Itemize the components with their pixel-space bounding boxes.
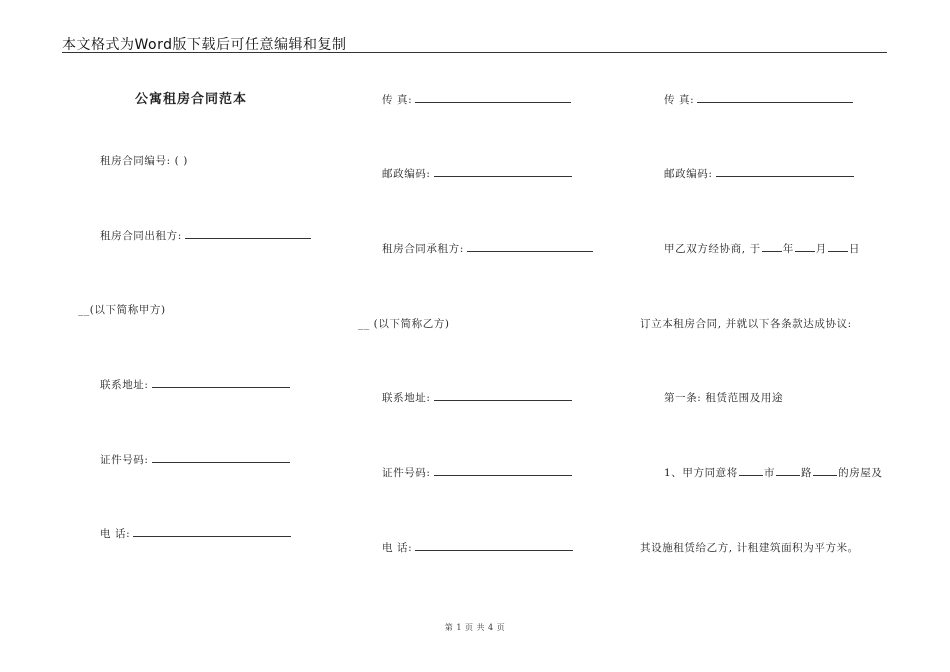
lessor-blank[interactable] [185, 229, 311, 239]
lessee-address-blank[interactable] [434, 391, 572, 401]
lessee-address-line [382, 391, 572, 405]
year-blank[interactable] [762, 242, 782, 252]
month-label: 月 [815, 243, 827, 255]
lessee-id-line [382, 466, 572, 480]
lessor-postcode-blank[interactable] [716, 167, 854, 177]
agreement-intro: 甲乙双方经协商, 于 [664, 243, 761, 255]
lessee-fax-line [382, 93, 571, 107]
lessor-id-line [100, 453, 290, 467]
lessee-address-label: 联系地址: [382, 392, 431, 404]
house-number-blank[interactable] [813, 466, 837, 476]
lessee-postcode-blank[interactable] [434, 167, 572, 177]
header-rule [62, 52, 887, 53]
lessor-postcode-label: 邮政编码: [664, 168, 713, 180]
lessee-fax-blank[interactable] [415, 93, 571, 103]
lessor-id-label: 证件号码: [100, 454, 149, 466]
page-number: 第 1 页 共 4 页 [444, 623, 506, 632]
road-blank[interactable] [776, 466, 800, 476]
lessee-id-blank[interactable] [434, 466, 572, 476]
contract-number-line: 租房合同编号: ( ) [100, 155, 189, 167]
item-1-end: 的房屋及 [838, 467, 883, 479]
lessor-phone-blank[interactable] [133, 527, 291, 537]
article-1-heading: 第一条: 租赁范围及用途 [664, 392, 784, 404]
day-blank[interactable] [828, 242, 848, 252]
lessor-fax-blank[interactable] [697, 93, 853, 103]
lessor-phone-line [100, 527, 291, 541]
item-1-line [664, 466, 883, 480]
lessee-blank[interactable] [467, 242, 593, 252]
lessor-short-line: __(以下简称甲方) [78, 304, 166, 316]
lessee-phone-blank[interactable] [415, 541, 573, 551]
lessor-label: 租房合同出租方: [100, 230, 182, 242]
city-blank[interactable] [739, 466, 763, 476]
item-1-start: 1、甲方同意将 [664, 467, 738, 479]
year-label: 年 [782, 243, 794, 255]
lessee-fax-label: 传 真: [382, 94, 413, 106]
lessor-address-line [100, 378, 290, 392]
lessee-line [382, 242, 593, 256]
agreement-statement: 订立本租房合同, 并就以下各条款达成协议: [640, 318, 852, 330]
lessee-short-line: __ (以下简称乙方) [358, 318, 450, 330]
lessee-postcode-line [382, 167, 572, 181]
document-header: 本文格式为Word版下载后可任意编辑和复制 [62, 37, 347, 53]
document-title: 公寓租房合同范本 [135, 92, 248, 107]
lessor-line [100, 229, 311, 243]
city-label: 市 [763, 467, 775, 479]
day-label: 日 [848, 243, 861, 255]
lessor-postcode-line [664, 167, 854, 181]
item-1-continuation: 其设施租赁给乙方, 计租建筑面积为平方米。 [640, 542, 859, 554]
lessee-postcode-label: 邮政编码: [382, 168, 431, 180]
lessee-phone-line [382, 541, 573, 555]
lessee-id-label: 证件号码: [382, 467, 431, 479]
lessee-phone-label: 电 话: [382, 542, 413, 554]
lessor-phone-label: 电 话: [100, 528, 131, 540]
road-label: 路 [801, 467, 813, 479]
lessee-label: 租房合同承租方: [382, 243, 464, 255]
lessor-fax-label: 传 真: [664, 94, 695, 106]
agreement-date-line [664, 242, 860, 256]
lessor-id-blank[interactable] [152, 453, 290, 463]
lessor-address-blank[interactable] [152, 378, 290, 388]
lessor-address-label: 联系地址: [100, 379, 149, 391]
month-blank[interactable] [795, 242, 815, 252]
lessor-fax-line [664, 93, 853, 107]
